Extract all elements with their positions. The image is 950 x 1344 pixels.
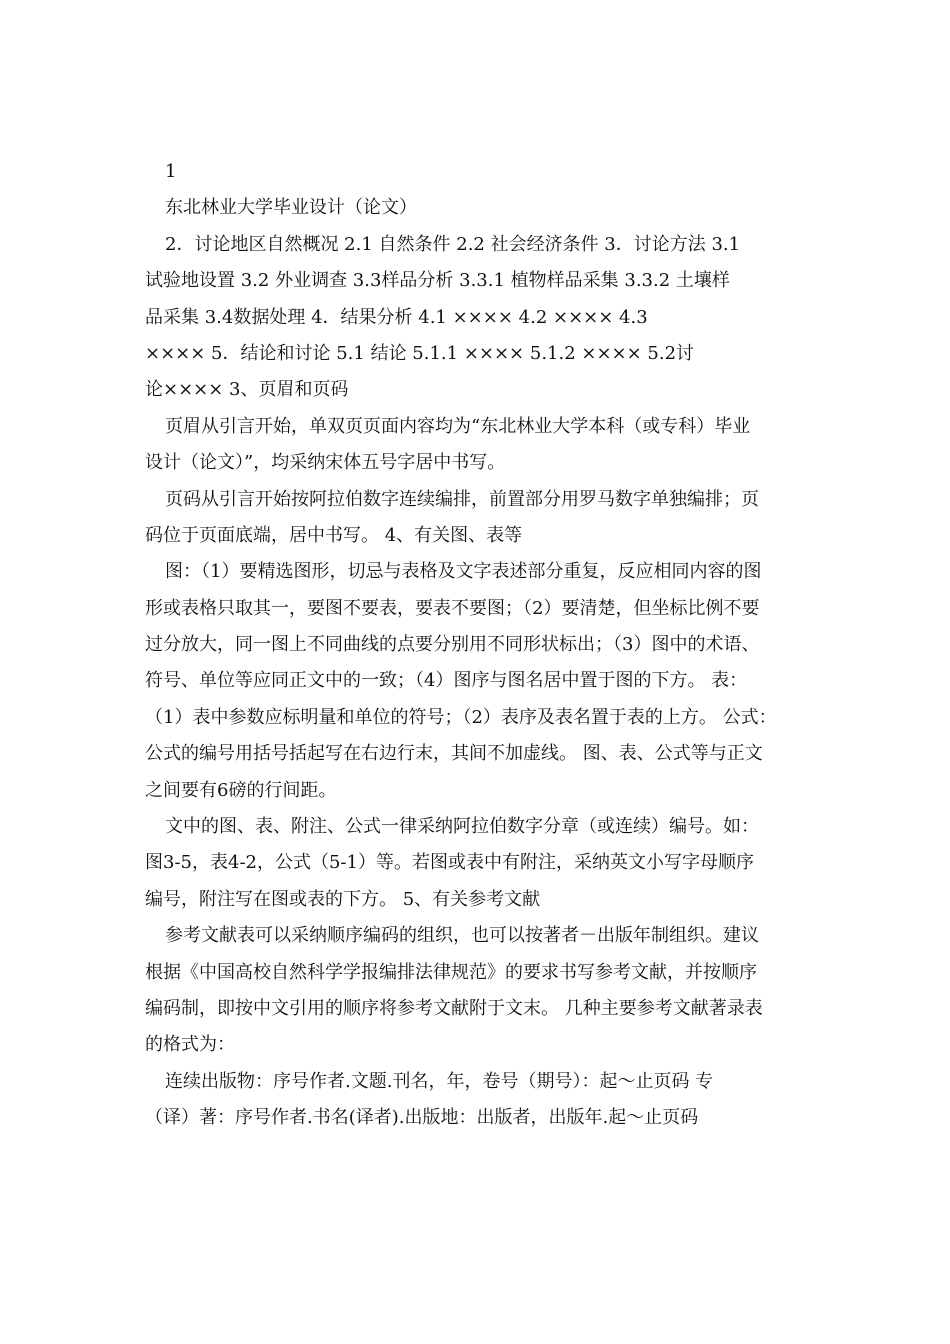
text-line: 编码制，即按中文引用的顺序将参考文献附于文末。 几种主要参考文献著录表 xyxy=(145,997,763,1019)
text-line: 的格式为： xyxy=(145,1034,235,1056)
text-line: 根据《中国高校自然科学学报编排法律规范》的要求书写参考文献，并按顺序 xyxy=(145,961,757,983)
text-line: ×××× 5．结论和讨论 5.1 结论 5.1.1 ×××× 5.1.2 ×××× 5.2讨 xyxy=(145,342,695,364)
document-body xyxy=(145,154,805,1137)
text-line: 参考文献表可以采纳顺序编码的组织，也可以按著者－出版年制组织。建议 xyxy=(165,925,759,947)
text-line: 编号，附注写在图或表的下方。 5、有关参考文献 xyxy=(145,888,541,910)
text-line: （1）表中参数应标明量和单位的符号；（2）表序及表名置于表的上方。 公式： xyxy=(145,706,777,728)
text-line: 码位于页面底端，居中书写。 4、有关图、表等 xyxy=(145,524,523,546)
text-line: 图3-5，表4-2，公式（5-1）等。若图或表中有附注，采纳英文小写字母顺序 xyxy=(145,852,754,874)
text-line: 品采集 3.4数据处理 4．结果分析 4.1 ×××× 4.2 ×××× 4.3 xyxy=(145,306,648,328)
header-title: 东北林业大学毕业设计（论文） xyxy=(165,197,417,219)
text-line: 设计（论文）”，均采纳宋体五号字居中书写。 xyxy=(145,452,506,474)
text-line: 文中的图、表、附注、公式一律采纳阿拉伯数字分章（或连续）编号。如： xyxy=(165,816,759,838)
text-line: 图：（1）要精选图形，切忌与表格及文字表述部分重复，反应相同内容的图 xyxy=(165,561,762,583)
text-line: 页眉从引言开始，单双页页面内容均为“东北林业大学本科（或专科）毕业 xyxy=(165,415,751,437)
text-line: 论×××× 3、页眉和页码 xyxy=(145,379,349,401)
text-line: （译）著：序号作者.书名(译者).出版地：出版者，出版年.起～止页码 xyxy=(145,1107,699,1129)
text-line: 过分放大，同一图上不同曲线的点要分别用不同形状标出；（3）图中的术语、 xyxy=(145,634,760,656)
page-number: 1 xyxy=(165,161,177,182)
text-line: 形或表格只取其一，要图不要表，要表不要图；（2）要清楚，但坐标比例不要 xyxy=(145,597,760,619)
text-line: 连续出版物：序号作者.文题.刊名，年，卷号（期号）：起～止页码 专 xyxy=(165,1070,714,1092)
text-line: 公式的编号用括号括起写在右边行末，其间不加虚线。 图、表、公式等与正文 xyxy=(145,743,763,765)
text-line: 之间要有6磅的行间距。 xyxy=(145,779,337,801)
text-line: 符号、单位等应同正文中的一致；（4）图序与图名居中置于图的下方。 表： xyxy=(145,670,748,692)
text-line: 试验地设置 3.2 外业调查 3.3样品分析 3.3.1 植物样品采集 3.3.2 土壤样 xyxy=(145,270,730,292)
text-line: 2．讨论地区自然概况 2.1 自然条件 2.2 社会经济条件 3．讨论方法 3.1 xyxy=(165,233,741,255)
text-line: 页码从引言开始按阿拉伯数字连续编排，前置部分用罗马数字单独编排；页 xyxy=(165,488,759,510)
